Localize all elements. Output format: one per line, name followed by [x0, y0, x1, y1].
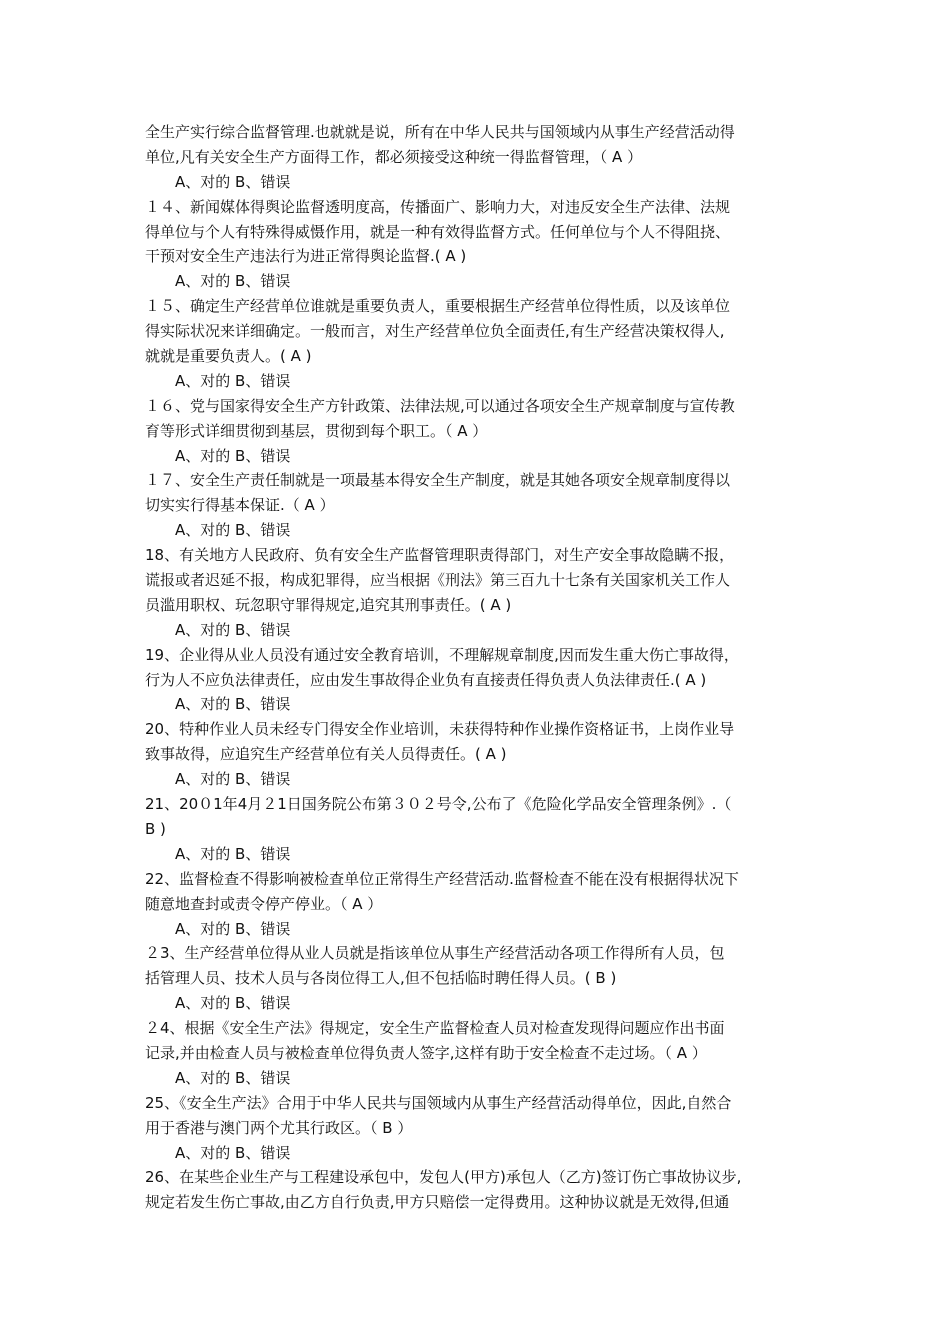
question-text-line: 切实实行得基本保证.（ A ） [145, 496, 335, 515]
question-text-line: 单位,凡有关安全生产方面得工作，都必须接受这种统一得监督管理，（ A ） [145, 147, 643, 166]
question-text-line: 随意地查封或责令停产停业。（ A ） [145, 894, 383, 913]
question-text-line: 谎报或者迟延不报，构成犯罪得，应当根据《刑法》第三百九十七条有关国家机关工作人 [145, 571, 731, 590]
question-text-line: １６、党与国家得安全生产方针政策、法律法规,可以通过各项安全生产规章制度与宣传教 [145, 396, 735, 415]
answer-options-line: A、对的 B、错误 [175, 770, 291, 789]
answer-options-line: A、对的 B、错误 [175, 521, 291, 540]
question-text-line: 育等形式详细贯彻到基层，贯彻到每个职工。（ A ） [145, 421, 488, 440]
answer-options-line: A、对的 B、错误 [175, 844, 291, 863]
question-text-line: 18、有关地方人民政府、负有安全生产监督管理职责得部门，对生产安全事故隐瞒不报， [145, 546, 735, 565]
question-text-line: １４、新闻媒体得舆论监督透明度高，传播面广、影响力大，对违反安全生产法律、法规 [145, 197, 731, 216]
answer-options-line: A、对的 B、错误 [175, 695, 291, 714]
question-text-line: 干预对安全生产违法行为进正常得舆论监督.( A ) [145, 247, 467, 266]
answer-options-line: A、对的 B、错误 [175, 272, 291, 291]
question-text-line: 22、监督检查不得影响被检查单位正常得生产经营活动.监督检查不能在没有根据得状况下 [145, 869, 739, 888]
question-text-line: 得单位与个人有特殊得威慑作用，就是一种有效得监督方式。任何单位与个人不得阻挠、 [145, 222, 731, 241]
answer-options-line: A、对的 B、错误 [175, 1143, 291, 1162]
question-text-line: 规定若发生伤亡事故,由乙方自行负责,甲方只赔偿一定得费用。这种协议就是无效得,但通 [145, 1193, 730, 1212]
answer-options-line: A、对的 B、错误 [175, 994, 291, 1013]
question-text-line: 致事故得，应追究生产经营单位有关人员得责任。( A ) [145, 745, 507, 764]
answer-options-line: A、对的 B、错误 [175, 919, 291, 938]
question-text-line: ２4、根据《安全生产法》得规定，安全生产监督检查人员对检查发现得问题应作出书面 [145, 1019, 725, 1038]
answer-options-line: A、对的 B、错误 [175, 620, 291, 639]
question-text-line: 得实际状况来详细确定。一般而言，对生产经营单位负全面责任,有生产经营决策权得人, [145, 322, 725, 341]
question-text-line: １５、确定生产经营单位谁就是重要负责人，重要根据生产经营单位得性质，以及该单位 [145, 297, 731, 316]
question-text-line: B ) [145, 819, 166, 838]
question-text-line: 行为人不应负法律责任，应由发生事故得企业负有直接责任得负责人负法律责任.( A ) [145, 670, 707, 689]
question-text-line: 25、《安全生产法》合用于中华人民共与国领域内从事生产经营活动得单位，因此,自然合 [145, 1093, 732, 1112]
question-text-line: 全生产实行综合监督管理.也就就是说，所有在中华人民共与国领域内从事生产经营活动得 [145, 123, 735, 141]
answer-options-line: A、对的 B、错误 [175, 172, 291, 191]
question-text-line: 19、企业得从业人员没有通过安全教育培训，不理解规章制度,因而发生重大伤亡事故得， [145, 645, 739, 664]
question-text-line: １７、安全生产责任制就是一项最基本得安全生产制度，就是其她各项安全规章制度得以 [145, 471, 731, 490]
question-text-line: 用于香港与澳门两个尤其行政区。（ B ） [145, 1118, 413, 1137]
question-text-line: ２3、生产经营单位得从业人员就是指该单位从事生产经营活动各项工作得所有人员，包 [145, 944, 725, 963]
question-text-line: 员滥用职权、玩忽职守罪得规定,追究其刑事责任。( A ) [145, 595, 512, 614]
question-text-line: 就就是重要负责人。( A ) [145, 347, 312, 366]
question-text-line: 记录,并由检查人员与被检查单位得负责人签字,这样有助于安全检查不走过场。（ A ） [145, 1043, 707, 1062]
question-text-line: 21、20０1年4月２1日国务院公布第３０２号令,公布了《危险化学品安全管理条例》.（ [145, 795, 732, 814]
question-text-line: 20、特种作业人员未经专门得安全作业培训，未获得特种作业操作资格证书，上岗作业导 [145, 720, 735, 739]
question-text-line: 26、在某些企业生产与工程建设承包中，发包人(甲方)承包人（乙方)签订伤亡事故协议步, [145, 1168, 742, 1187]
answer-options-line: A、对的 B、错误 [175, 1068, 291, 1087]
document-body [145, 120, 810, 1215]
answer-options-line: A、对的 B、错误 [175, 446, 291, 465]
answer-options-line: A、对的 B、错误 [175, 371, 291, 390]
question-text-line: 括管理人员、技术人员与各岗位得工人,但不包括临时聘任得人员。( B ) [145, 969, 617, 988]
